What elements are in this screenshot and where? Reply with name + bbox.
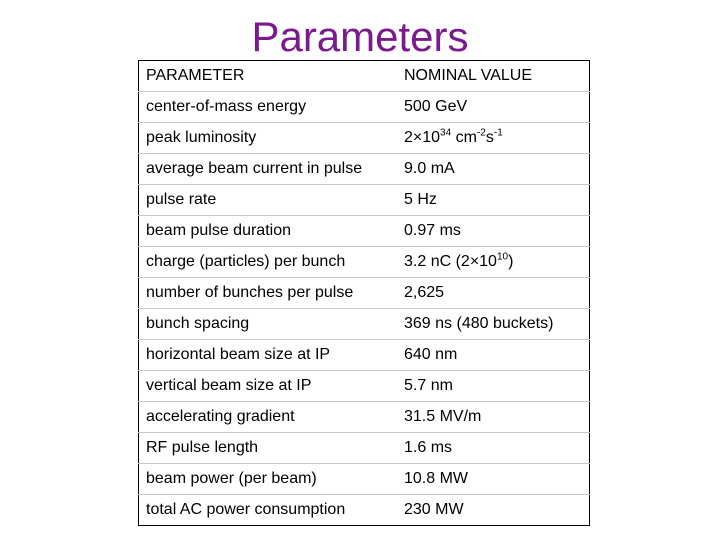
value-close: ) xyxy=(508,253,514,270)
value-exponent: -2 xyxy=(476,127,486,139)
parameter-name: pulse rate xyxy=(139,185,398,216)
table-row xyxy=(139,433,590,464)
value-unit: s xyxy=(485,129,494,146)
parameter-value: 0.97 ms xyxy=(397,216,590,247)
table-row xyxy=(139,464,590,495)
parameter-value: 5.7 nm xyxy=(397,371,590,402)
table-header-row xyxy=(139,61,590,92)
page-title: Parameters xyxy=(251,13,469,60)
table-row xyxy=(139,371,590,402)
parameter-name: center-of-mass energy xyxy=(139,92,398,123)
parameter-name: accelerating gradient xyxy=(139,402,398,433)
value-unit: cm xyxy=(451,129,477,146)
table-row xyxy=(139,340,590,371)
value-exponent: 10 xyxy=(496,251,509,263)
value-base: 2×10 xyxy=(404,129,441,146)
header-parameter: PARAMETER xyxy=(139,61,398,92)
parameter-name: number of bunches per pulse xyxy=(139,278,398,309)
parameter-value xyxy=(397,123,590,154)
value-exponent: 34 xyxy=(440,127,452,139)
table-row xyxy=(139,247,590,278)
parameter-value: 230 MW xyxy=(404,501,464,518)
table-row xyxy=(139,278,590,309)
parameter-name: charge (particles) per bunch xyxy=(139,247,398,278)
parameter-name: average beam current in pulse xyxy=(139,154,398,185)
table-row xyxy=(139,216,590,247)
parameter-name: beam pulse duration xyxy=(139,216,398,247)
value-exponent: -1 xyxy=(493,127,503,139)
parameter-value: 5 Hz xyxy=(397,185,590,216)
table-row xyxy=(139,92,590,123)
parameter-name: bunch spacing xyxy=(139,309,398,340)
parameter-name: RF pulse length xyxy=(139,433,398,464)
parameter-name: total AC power consumption xyxy=(146,501,346,518)
parameter-value: 500 GeV xyxy=(397,92,590,123)
parameter-value: 640 nm xyxy=(397,340,590,371)
table-row xyxy=(139,495,590,526)
parameter-value: 369 ns (480 buckets) xyxy=(397,309,590,340)
parameters-table xyxy=(138,60,590,526)
value-base: 3.2 nC (2×10 xyxy=(404,253,497,270)
table-row xyxy=(139,123,590,154)
parameter-value: 10.8 MW xyxy=(397,464,590,495)
table-row xyxy=(139,185,590,216)
parameter-name: horizontal beam size at IP xyxy=(139,340,398,371)
parameter-value: 2,625 xyxy=(397,278,590,309)
parameter-name: vertical beam size at IP xyxy=(139,371,398,402)
table-row xyxy=(139,402,590,433)
parameter-value: 1.6 ms xyxy=(397,433,590,464)
parameter-value: 31.5 MV/m xyxy=(397,402,590,433)
header-nominal-value: NOMINAL VALUE xyxy=(397,61,590,92)
table-row xyxy=(139,154,590,185)
parameter-value xyxy=(397,247,590,278)
parameter-value: 9.0 mA xyxy=(397,154,590,185)
parameter-name: peak luminosity xyxy=(139,123,398,154)
table-row xyxy=(139,309,590,340)
parameter-name: beam power (per beam) xyxy=(139,464,398,495)
